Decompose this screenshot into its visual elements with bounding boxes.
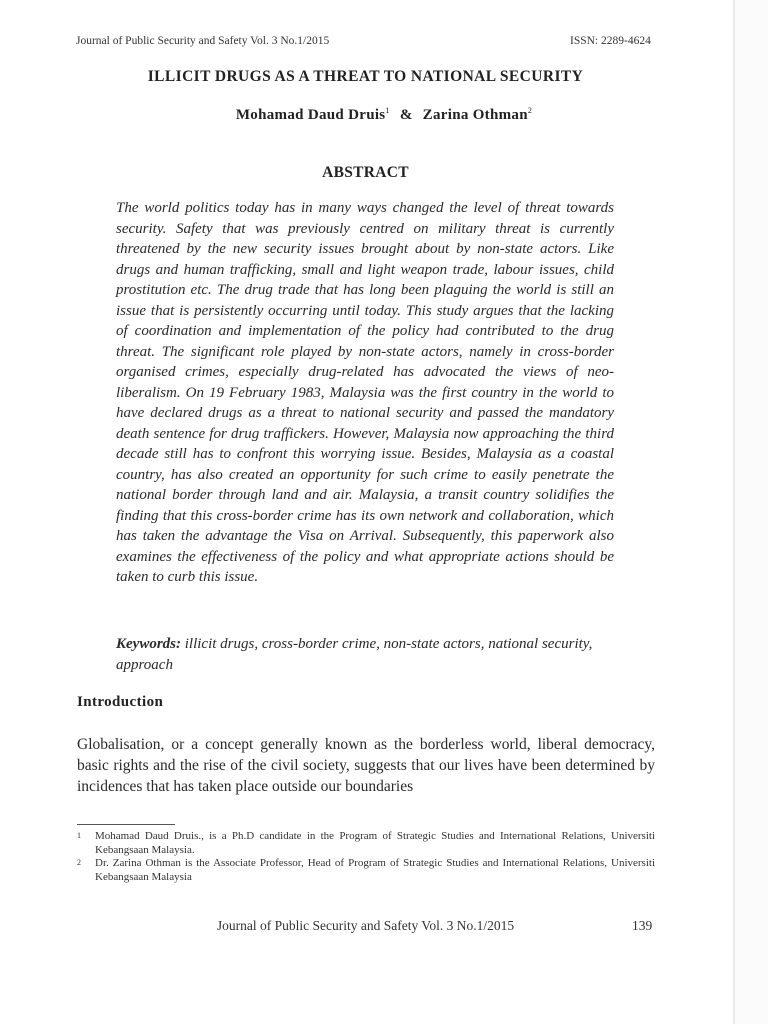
footnotes: [77, 830, 655, 884]
author-1-name: Mohamad Daud Druis: [235, 107, 386, 123]
running-head-journal: Journal of Public Security and Safety Vol. 3 No.1/2015: [76, 35, 330, 47]
introduction-text: Globalisation, or a concept generally known as the borderless world, liberal democracy, basic rights and the rise of the civil society, suggests that our lives have been determined by incidences that has taken place outside our boundaries: [77, 736, 655, 795]
author-2-footnote-mark: 2: [527, 106, 533, 115]
footnote-1: [77, 830, 655, 857]
running-head-issn: ISSN: 2289-4624: [570, 35, 651, 47]
footnote-1-text: Mohamad Daud Druis., is a Ph.D candidate in the Program of Strategic Studies and International Relations, Universiti Kebangsaan Malaysia.: [95, 830, 655, 856]
introduction-heading: Introduction: [77, 694, 164, 710]
keywords-label: Keywords:: [116, 636, 181, 652]
scan-margin: [735, 0, 768, 1024]
author-line: [0, 106, 768, 124]
paper-title: ILLICIT DRUGS AS A THREAT TO NATIONAL SECURITY: [147, 68, 584, 85]
footnote-2-text: Dr. Zarina Othman is the Associate Professor, Head of Program of Strategic Studies and International Relations, Universiti Kebangsaan Malaysia: [95, 857, 655, 883]
keywords-list: illicit drugs, cross-border crime, non-state actors, national security, approach: [116, 636, 593, 673]
abstract-heading: ABSTRACT: [322, 164, 409, 181]
author-separator: &: [399, 107, 413, 123]
keywords-paragraph: [116, 634, 614, 675]
footnote-2: [77, 857, 655, 884]
author-1-footnote-mark: 1: [385, 106, 390, 115]
page-number: 139: [632, 918, 653, 933]
footnote-2-mark: 2: [77, 858, 81, 867]
author-2-name: Zarina Othman: [422, 107, 528, 123]
scan-edge-line: [733, 0, 735, 1024]
footnote-1-mark: 1: [77, 831, 81, 840]
footnote-divider: [77, 824, 175, 825]
footer-journal: Journal of Public Security and Safety Vol. 3 No.1/2015: [216, 918, 515, 933]
abstract-text: The world politics today has in many ways changed the level of threat towards security. Safety that was previously centred on military threat is currently threatened by the new security issues brought about by non-state actors. Like drugs and human trafficking, small and light weapon trade, labour issues, child prostitution etc. The drug trade that has long been plaguing the world is still an issue that is persistently occurring until today. This study argues that the lacking of coordination and implementation of the policy had contributed to the drug threat. The significant role played by non-state actors, namely in cross-border organised crimes, especially drug-related has advocated the views of neo-liberalism. On 19 February 1983, Malaysia was the first country in the world to have declared drugs as a threat to national security and passed the mandatory death sentence for drug traffickers. However, Malaysia now approaching the third decade still has to confront this worrying issue. Besides, Malaysia as a coastal country, has also created an opportunity for such crime to easily penetrate the national border through land and air. Malaysia, a transit country solidifies the finding that this cross-border crime has its own network and collaboration, which has taken the advantage the Visa on Arrival. Subsequently, this paperwork also examines the effectiveness of the policy and what appropriate actions should be taken to curb this issue.: [116, 200, 614, 585]
